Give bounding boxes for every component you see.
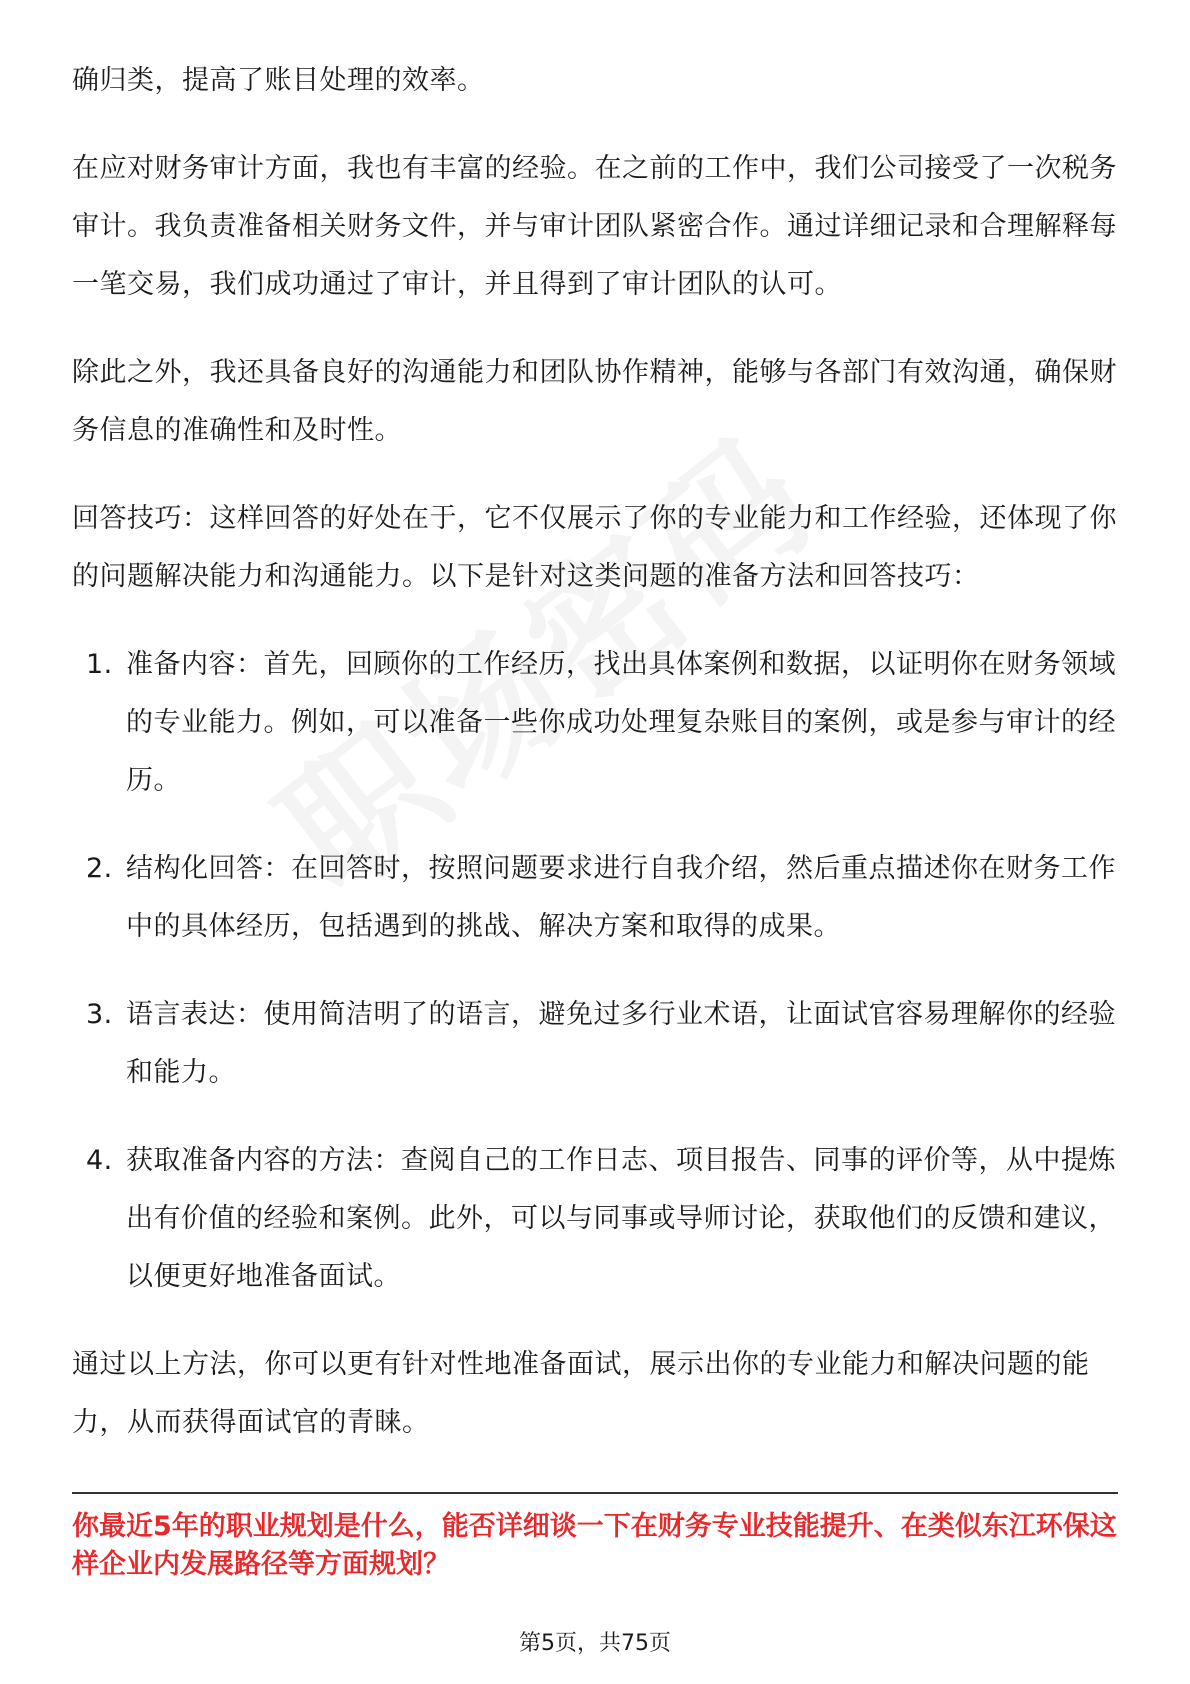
list-item-text: 获取准备内容的方法：查阅自己的工作日志、项目报告、同事的评价等，从中提炼出有价值的经验和案例。此外，可以与同事或导师讨论，获取他们的反馈和建议，以便更好地准备面试。 xyxy=(126,1145,1116,1292)
list-item xyxy=(72,636,1118,810)
list-item-text: 结构化回答：在回答时，按照问题要求进行自我介绍，然后重点描述你在财务工作中的具体经历，包括遇到的挑战、解决方案和取得的成果。 xyxy=(126,853,1116,942)
list-item-number: 2. xyxy=(86,853,113,884)
tips-list xyxy=(72,636,1118,1306)
page-number-footer: 第5页，共75页 xyxy=(519,1631,671,1656)
paragraph-conclusion: 通过以上方法，你可以更有针对性地准备面试，展示出你的专业能力和解决问题的能力，从而获得面试官的青睐。 xyxy=(72,1349,1090,1438)
list-item xyxy=(72,986,1118,1102)
paragraph-continuation: 确归类，提高了账目处理的效率。 xyxy=(72,65,485,96)
next-question-heading: 你最近5年的职业规划是什么，能否详细谈一下在财务专业技能提升、在类似东江环保这样企业内发展路径等方面规划？ xyxy=(72,1511,1117,1580)
list-item xyxy=(72,1132,1118,1306)
list-item-number: 1. xyxy=(86,649,113,680)
list-item-number: 4. xyxy=(86,1145,113,1176)
main-content xyxy=(72,52,1118,1482)
paragraph-audit-experience: 在应对财务审计方面，我也有丰富的经验。在之前的工作中，我们公司接受了一次税务审计。我负责准备相关财务文件，并与审计团队紧密合作。通过详细记录和合理解释每一笔交易，我们成功通过了审计，并且得到了审计团队的认可。 xyxy=(72,153,1117,300)
list-item-text: 准备内容：首先，回顾你的工作经历，找出具体案例和数据，以证明你在财务领域的专业能力。例如，可以准备一些你成功处理复杂账目的案例，或是参与审计的经历。 xyxy=(126,649,1116,796)
list-item-number: 3. xyxy=(86,999,113,1030)
section-divider xyxy=(72,1492,1118,1494)
paragraph-answer-tips-intro: 回答技巧：这样回答的好处在于，它不仅展示了你的专业能力和工作经验，还体现了你的问题解决能力和沟通能力。以下是针对这类问题的准备方法和回答技巧： xyxy=(72,503,1117,592)
paragraph-communication: 除此之外，我还具备良好的沟通能力和团队协作精神，能够与各部门有效沟通，确保财务信息的准确性和及时性。 xyxy=(72,357,1117,446)
list-item xyxy=(72,840,1118,956)
list-item-text: 语言表达：使用简洁明了的语言，避免过多行业术语，让面试官容易理解你的经验和能力。 xyxy=(126,999,1116,1088)
